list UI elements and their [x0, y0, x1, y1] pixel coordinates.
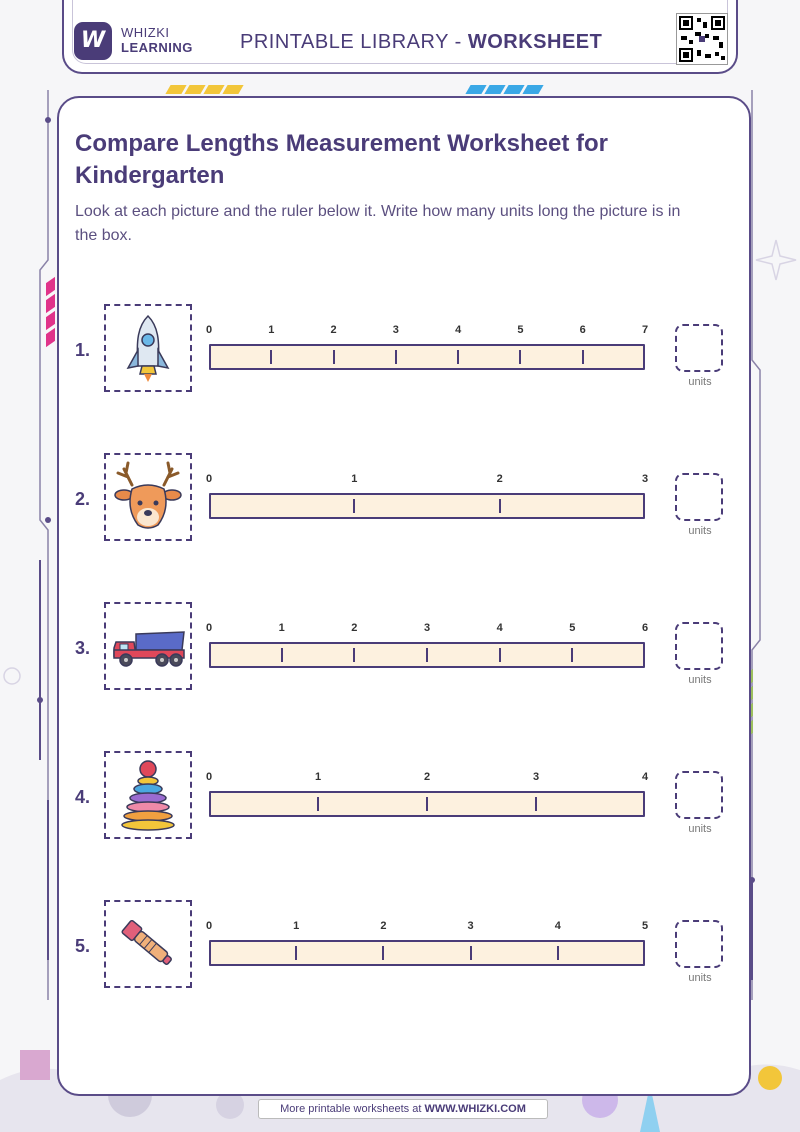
- ruler-tick-label: 0: [205, 622, 213, 634]
- units-label: units: [688, 376, 712, 388]
- ruler-tick-label: 3: [392, 324, 399, 336]
- ruler: [205, 771, 649, 817]
- whizki-logo-icon: W: [74, 22, 112, 60]
- ruler-tick-label: 1: [293, 920, 300, 932]
- ruler-tick-mark: [519, 350, 521, 364]
- ruler-tick-label: 1: [268, 324, 275, 336]
- ruler-tick-label: 2: [496, 473, 503, 485]
- footer-prefix: More printable worksheets at: [280, 1103, 425, 1115]
- ruler: [205, 622, 649, 668]
- ruler: [205, 920, 649, 966]
- ruler-tick-label: 1: [314, 771, 322, 783]
- question-number: 4.: [75, 787, 91, 807]
- ruler-tick-mark: [499, 648, 501, 662]
- picture-box: [104, 453, 192, 541]
- ruler-tick-mark: [353, 648, 355, 662]
- ruler-tick-mark: [270, 350, 272, 364]
- ruler-tick-mark: [395, 350, 397, 364]
- question-number: 2.: [75, 489, 91, 509]
- worksheet-instructions: Look at each picture and the ruler below it. Write how many units long the picture is in the box.: [75, 203, 681, 244]
- ruler-tick-mark: [382, 946, 384, 960]
- answer-box[interactable]: [675, 920, 723, 968]
- dump-truck-icon: [106, 604, 190, 688]
- ruler-tick-label: 1: [278, 622, 285, 634]
- worksheet-title: Compare Lengths Measurement Worksheet for Kindergarten: [75, 130, 609, 189]
- ruler-tick-mark: [582, 350, 584, 364]
- ruler-tick-mark: [333, 350, 335, 364]
- picture-box: [104, 900, 192, 988]
- ruler-tick-mark: [295, 946, 297, 960]
- blue-stripes: [468, 81, 544, 91]
- ruler-tick-label: 2: [330, 324, 337, 336]
- ruler-tick-mark: [470, 946, 472, 960]
- ruler-tick-label: 5: [641, 920, 649, 932]
- ruler-tick-label: 0: [205, 771, 213, 783]
- ruler-tick-label: 5: [517, 324, 524, 336]
- question-row-4: [0, 751, 800, 841]
- ruler-tick-label: 0: [205, 324, 213, 336]
- question-row-3: [0, 602, 800, 692]
- header-title-prefix: PRINTABLE LIBRARY -: [240, 31, 468, 53]
- stacking-rings-toy-icon: [106, 753, 190, 837]
- ruler-tick-mark: [426, 797, 428, 811]
- question-number: 3.: [75, 638, 91, 658]
- header-title-bold: WORKSHEET: [467, 31, 603, 53]
- footer-banner: [258, 1099, 548, 1119]
- ruler-tick-mark: [281, 648, 283, 662]
- header-title: [240, 31, 602, 54]
- picture-box: [104, 304, 192, 392]
- ruler-tick-label: 4: [455, 324, 462, 336]
- ruler-tick-label: 2: [351, 622, 358, 634]
- footer-site-link[interactable]: WWW.WHIZKI.COM: [424, 1103, 526, 1115]
- ruler-tick-mark: [457, 350, 459, 364]
- deer-icon: [106, 455, 190, 539]
- ruler-tick-label: 1: [351, 473, 358, 485]
- qr-code-icon: [676, 13, 728, 65]
- ruler-tick-label: 0: [205, 920, 213, 932]
- units-label: units: [688, 823, 712, 835]
- ruler-tick-label: 4: [641, 771, 649, 783]
- ruler-tick-mark: [499, 499, 501, 513]
- ruler: [205, 473, 649, 519]
- ruler-tick-label: 0: [205, 473, 213, 485]
- picture-box: [104, 602, 192, 690]
- ruler: [205, 324, 649, 370]
- ruler-tick-label: 3: [467, 920, 474, 932]
- units-label: units: [688, 972, 712, 984]
- ruler-tick-mark: [426, 648, 428, 662]
- ruler-tick-label: 6: [579, 324, 586, 336]
- ruler-tick-label: 2: [380, 920, 387, 932]
- logo-line-2: LEARNING: [121, 40, 193, 55]
- units-label: units: [688, 525, 712, 537]
- ruler-tick-mark: [353, 499, 355, 513]
- logo-text: [121, 25, 193, 55]
- ruler-tick-label: 2: [423, 771, 431, 783]
- question-number: 5.: [75, 936, 91, 956]
- units-label: units: [688, 674, 712, 686]
- flashlight-icon: [106, 902, 190, 986]
- answer-box[interactable]: [675, 622, 723, 670]
- ruler-tick-label: 6: [641, 622, 649, 634]
- ruler-tick-label: 4: [496, 622, 503, 634]
- picture-box: [104, 751, 192, 839]
- ruler-tick-label: 7: [641, 324, 649, 336]
- ruler-tick-mark: [535, 797, 537, 811]
- ruler-tick-mark: [317, 797, 319, 811]
- ruler-tick-label: 3: [641, 473, 649, 485]
- question-row-1: [0, 304, 800, 394]
- yellow-stripes: [168, 81, 244, 91]
- answer-box[interactable]: [675, 771, 723, 819]
- ruler-tick-label: 3: [532, 771, 540, 783]
- question-number: 1.: [75, 340, 91, 360]
- ruler-tick-label: 4: [554, 920, 561, 932]
- ruler-bar: [209, 344, 645, 370]
- question-row-2: [0, 453, 800, 543]
- answer-box[interactable]: [675, 324, 723, 372]
- ruler-tick-label: 5: [569, 622, 576, 634]
- logo-line-1: WHIZKI: [121, 25, 170, 40]
- ruler-bar: [209, 493, 645, 519]
- ruler-tick-mark: [557, 946, 559, 960]
- rocket-icon: [106, 306, 190, 390]
- ruler-tick-label: 3: [423, 622, 431, 634]
- answer-box[interactable]: [675, 473, 723, 521]
- ruler-tick-mark: [571, 648, 573, 662]
- ruler-bar: [209, 940, 645, 966]
- question-row-5: [0, 900, 800, 990]
